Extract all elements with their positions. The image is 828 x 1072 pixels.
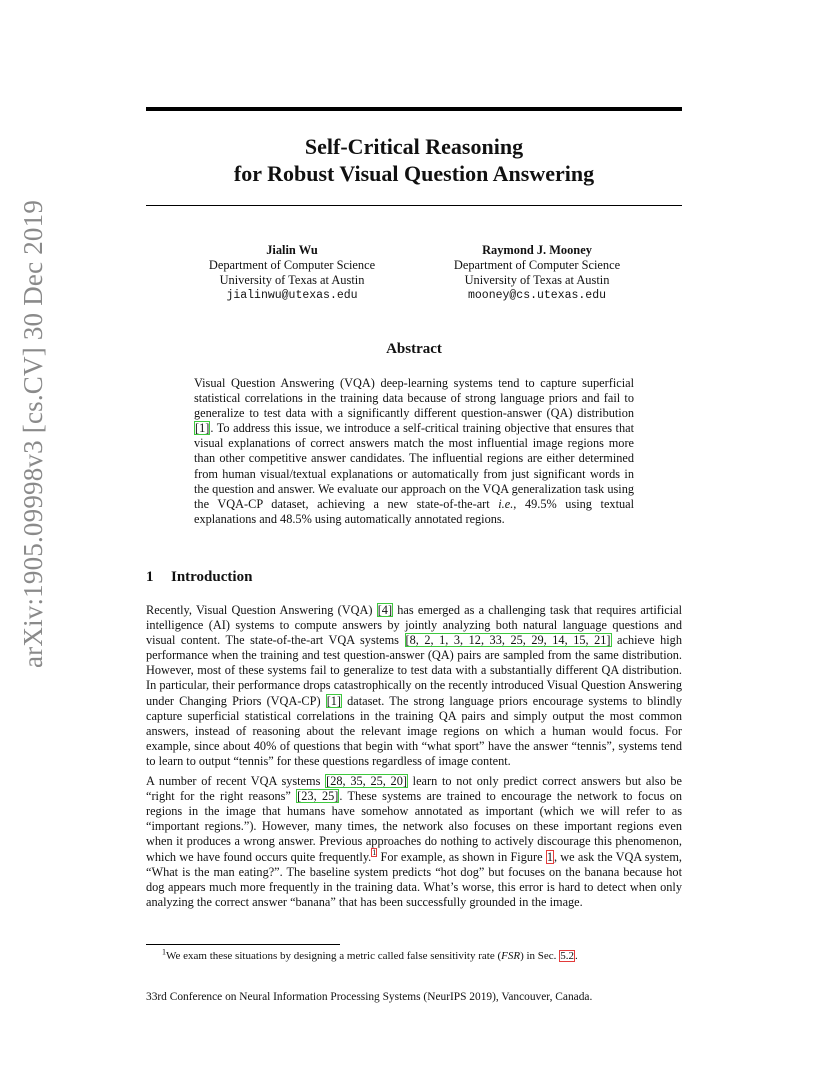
section-number: 1 (146, 569, 154, 585)
footnote-text: . (574, 950, 578, 962)
author-university: University of Texas at Austin (464, 273, 610, 287)
paragraph-2 (146, 774, 682, 910)
section-link[interactable]: 5.2 (560, 950, 574, 962)
title-line-1: Self-Critical Reasoning (304, 134, 524, 159)
author-university: University of Texas at Austin (219, 273, 365, 287)
paragraph-1 (146, 603, 682, 769)
author-1 (192, 243, 392, 303)
abstract-text (194, 376, 634, 527)
abstract-text-part: . To address this issue, we introduce a self-critical training objective that ensures that visual explanations of correct answers match the most influential image regions more than other competitive answer candidates. The influential regions are either determined from human visual/textual explanations or automatically from just significant words in the question and answer. We evaluate our approach on the VQA generalization task using the VQA-CP dataset, achieving a new state-of-the-art (194, 421, 634, 511)
arxiv-identifier: arXiv:1905.09998v3 [cs.CV] 30 Dec 2019 (18, 199, 48, 668)
text-part: For example, as shown in Figure (377, 849, 546, 864)
section-title: Introduction (171, 569, 253, 585)
author-department: Department of Computer Science (208, 258, 376, 272)
text-part: , we ask the VQA system, “What is the man eating?”. The baseline system predicts “hot dog” but focuses on the banana because hot dog appears much more frequently in the training data. What’s worse, this error is hard to detect when only analyzing the correct answer “banana” that has been successfully grounded in the image. (146, 849, 683, 909)
abstract-heading: Abstract (386, 341, 442, 357)
abstract-text-part: Visual Question Answering (VQA) deep-learning systems tend to capture superficial statistical correlations in the training data because of strong language priors and fail to generalize to test data with a significantly different question-answer (QA) distribution (194, 376, 634, 421)
author-department: Department of Computer Science (453, 258, 621, 272)
author-email[interactable]: mooney@cs.utexas.edu (467, 289, 607, 302)
text-part: learn to not only predict correct answers but also be “right for the right reasons” (146, 774, 683, 804)
author-name: Raymond J. Mooney (482, 243, 592, 257)
author-name: Jialin Wu (266, 243, 318, 257)
citation-link[interactable]: [28, 35, 25, 20] (326, 774, 407, 789)
title-line-2: for Robust Visual Question Answering (233, 161, 595, 186)
section-heading-introduction (146, 569, 252, 586)
venue-footer: 33rd Conference on Neural Information Processing Systems (NeurIPS 2019), Vancouver, Canada. (146, 991, 593, 1003)
title-bottom-rule (146, 205, 682, 206)
text-part: has emerged as a challenging task that requires artificial intelligence (AI) systems to compute answers by jointly analyzing both natural language questions and visual content. The state-of-the-art VQA systems (146, 603, 683, 648)
footnote-text: ) in Sec. (520, 950, 560, 962)
author-email[interactable]: jialinwu@utexas.edu (226, 289, 358, 302)
paper-title (146, 133, 682, 187)
citation-link[interactable]: [4] (377, 603, 393, 617)
author-2 (437, 243, 637, 303)
citation-link[interactable]: [23, 25] (297, 789, 339, 804)
footnote-mark: 1 (162, 947, 166, 957)
text-part: A number of recent VQA systems (146, 774, 326, 789)
text-part: . These systems are trained to encourage the network to focus on regions in the image that humans have somehow annotated as important (which we will refer to as “important regions.”). However, many times, the network also focuses on these important regions even when it produces a wrong answer. Previous approaches do nothing to actively discourage this phenomenon, which we have found occurs quite frequently. (146, 789, 682, 864)
footnote-rule (146, 944, 340, 945)
citation-link[interactable]: [8, 2, 1, 3, 12, 33, 25, 29, 14, 15, 21] (405, 633, 611, 648)
title-top-rule (146, 107, 682, 111)
text-part: Recently, Visual Question Answering (VQA) (146, 603, 377, 617)
author-block (146, 243, 682, 313)
text-part: achieve high performance when the training and test question-answer (QA) pairs are sampled from the same distribution. However, most of these systems fail to generalize to test data with a substantially different QA distribution. In particular, their performance drops catastrophically on the recently introduced Visual Question Answering under Changing Priors (VQA-CP) (146, 633, 682, 708)
figure-link[interactable]: 1 (546, 849, 553, 864)
introduction-body (146, 603, 682, 915)
abstract-ie: i.e. (498, 496, 514, 511)
citation-link[interactable]: [1] (326, 693, 342, 708)
footnote-link[interactable]: 1 (372, 848, 377, 858)
citation-link[interactable]: [1] (195, 421, 210, 436)
footnote-metric: FSR (501, 950, 521, 962)
footnote (146, 947, 682, 963)
abstract-text-part: , 49.5% using textual explanations and 48.5% using automatically annotated regions. (194, 496, 635, 526)
footnote-text: We exam these situations by designing a metric called false sensitivity rate ( (166, 950, 502, 962)
text-part: dataset. The strong language priors encourage systems to blindly capture superficial statistical correlations in the training QA pairs and simply output the most common answers, instead of reasoning about the relevant image regions on which a human would focus. For example, since about 40% of questions that begin with “what sport” have the answer “tennis”, systems tend to learn to output “tennis” for these questions regardless of image content. (146, 693, 682, 768)
